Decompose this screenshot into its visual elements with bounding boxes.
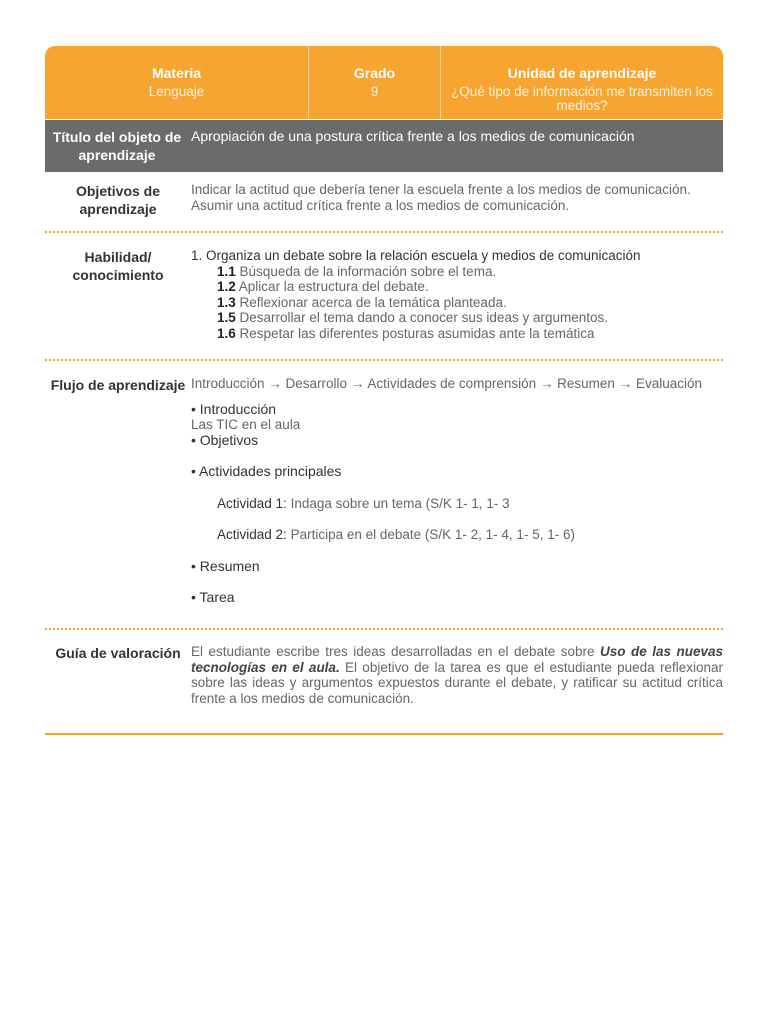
actividad-1-label: Actividad 1: <box>217 495 287 511</box>
grado-value: 9 <box>370 84 379 99</box>
item-number: 1.3 <box>217 294 236 310</box>
guia-text-before: El estudiante escribe tres ideas desarrolladas en el debate sobre <box>191 644 600 659</box>
title-row <box>45 120 723 172</box>
unidad-cell <box>441 46 723 119</box>
guia-row <box>45 644 723 706</box>
habilidad-item <box>191 295 723 311</box>
flujo-row <box>45 376 723 606</box>
item-text: Desarrollar el tema dando a conocer sus ideas y argumentos. <box>239 310 608 325</box>
grado-label: Grado <box>353 65 396 81</box>
objetivos-content <box>191 182 723 218</box>
resumen-bullet: • Resumen <box>191 557 260 574</box>
flow-sequence: Introducción → Desarrollo → Actividades de comprensión → Resumen → Evaluación <box>191 376 702 391</box>
item-number: 1.5 <box>217 310 236 325</box>
unidad-value: ¿Qué tipo de información me transmiten los medios? <box>451 84 713 113</box>
item-number: 1.2 <box>217 279 236 294</box>
item-text: Búsqueda de la información sobre el tema. <box>239 263 497 279</box>
objetivo-line: Asumir una actitud crítica frente a los medios de comunicación. <box>191 197 570 213</box>
title-label: Título del objeto de aprendizaje <box>52 129 182 163</box>
item-text: Aplicar la estructura del debate. <box>238 279 429 294</box>
unidad-label: Unidad de aprendizaje <box>507 65 657 81</box>
actividad-2 <box>191 527 723 543</box>
actividad-1-text: Indaga sobre un tema (S/K 1- 1, 1- 3 <box>290 495 510 511</box>
intro-title: • Introducción <box>191 400 277 417</box>
guia-emphasis: Uso de las nuevas tecnologías en el aula. <box>191 644 723 675</box>
title-text: Apropiación de una postura crítica frente a los medios de comunicación <box>191 128 635 144</box>
grado-cell <box>309 46 441 119</box>
habilidad-row <box>45 248 723 341</box>
item-number: 1.6 <box>217 325 236 341</box>
flujo-label: Flujo de aprendizaje <box>50 377 186 393</box>
objetivos-label: Objetivos de aprendizaje <box>75 183 161 217</box>
guia-content <box>191 644 723 706</box>
habilidad-item <box>191 310 723 326</box>
dotted-divider <box>45 359 723 361</box>
actividades-bullet: • Actividades principales <box>191 463 342 479</box>
habilidad-item <box>191 279 723 295</box>
item-text: Respetar las diferentes posturas asumidas ante la temática <box>239 325 595 341</box>
habilidad-heading: 1. Organiza un debate sobre la relación escuela y medios de comunicación <box>191 248 641 263</box>
actividad-2-text: Participa en el debate (S/K 1- 2, 1- 4, 1- 5, 1- 6) <box>290 527 575 542</box>
guia-text-after: El objetivo de la tarea es que el estudiante pueda reflexionar sobre las ideas y argumentos expuestos durante el debate, y ratificar su actitud crítica frente a los medios de comunicación. <box>191 659 724 706</box>
habilidad-label: Habilidad/ conocimiento <box>72 249 164 283</box>
tarea-bullet: • Tarea <box>191 589 235 605</box>
actividad-2-label: Actividad 2: <box>217 527 287 542</box>
materia-value: Lenguaje <box>148 84 205 99</box>
dotted-divider <box>45 628 723 630</box>
habilidad-content <box>191 248 723 341</box>
objetivos-row <box>45 182 723 218</box>
intro-text: Las TIC en el aula <box>191 417 301 432</box>
habilidad-item <box>191 264 723 280</box>
objetivo-line: Indicar la actitud que debería tener la escuela frente a los medios de comunicación. <box>191 182 691 197</box>
flujo-content <box>191 376 723 606</box>
bottom-rule <box>45 733 723 735</box>
guia-label: Guía de valoración <box>55 645 181 661</box>
objetivos-bullet: • Objetivos <box>191 431 259 448</box>
materia-cell <box>45 46 309 119</box>
habilidad-item <box>191 326 723 342</box>
item-number: 1.1 <box>217 263 236 279</box>
dotted-divider <box>45 231 723 233</box>
header-bar <box>45 46 723 119</box>
actividad-1 <box>191 496 723 512</box>
materia-label: Materia <box>151 65 202 81</box>
item-text: Reflexionar acerca de la temática planteada. <box>239 294 507 310</box>
